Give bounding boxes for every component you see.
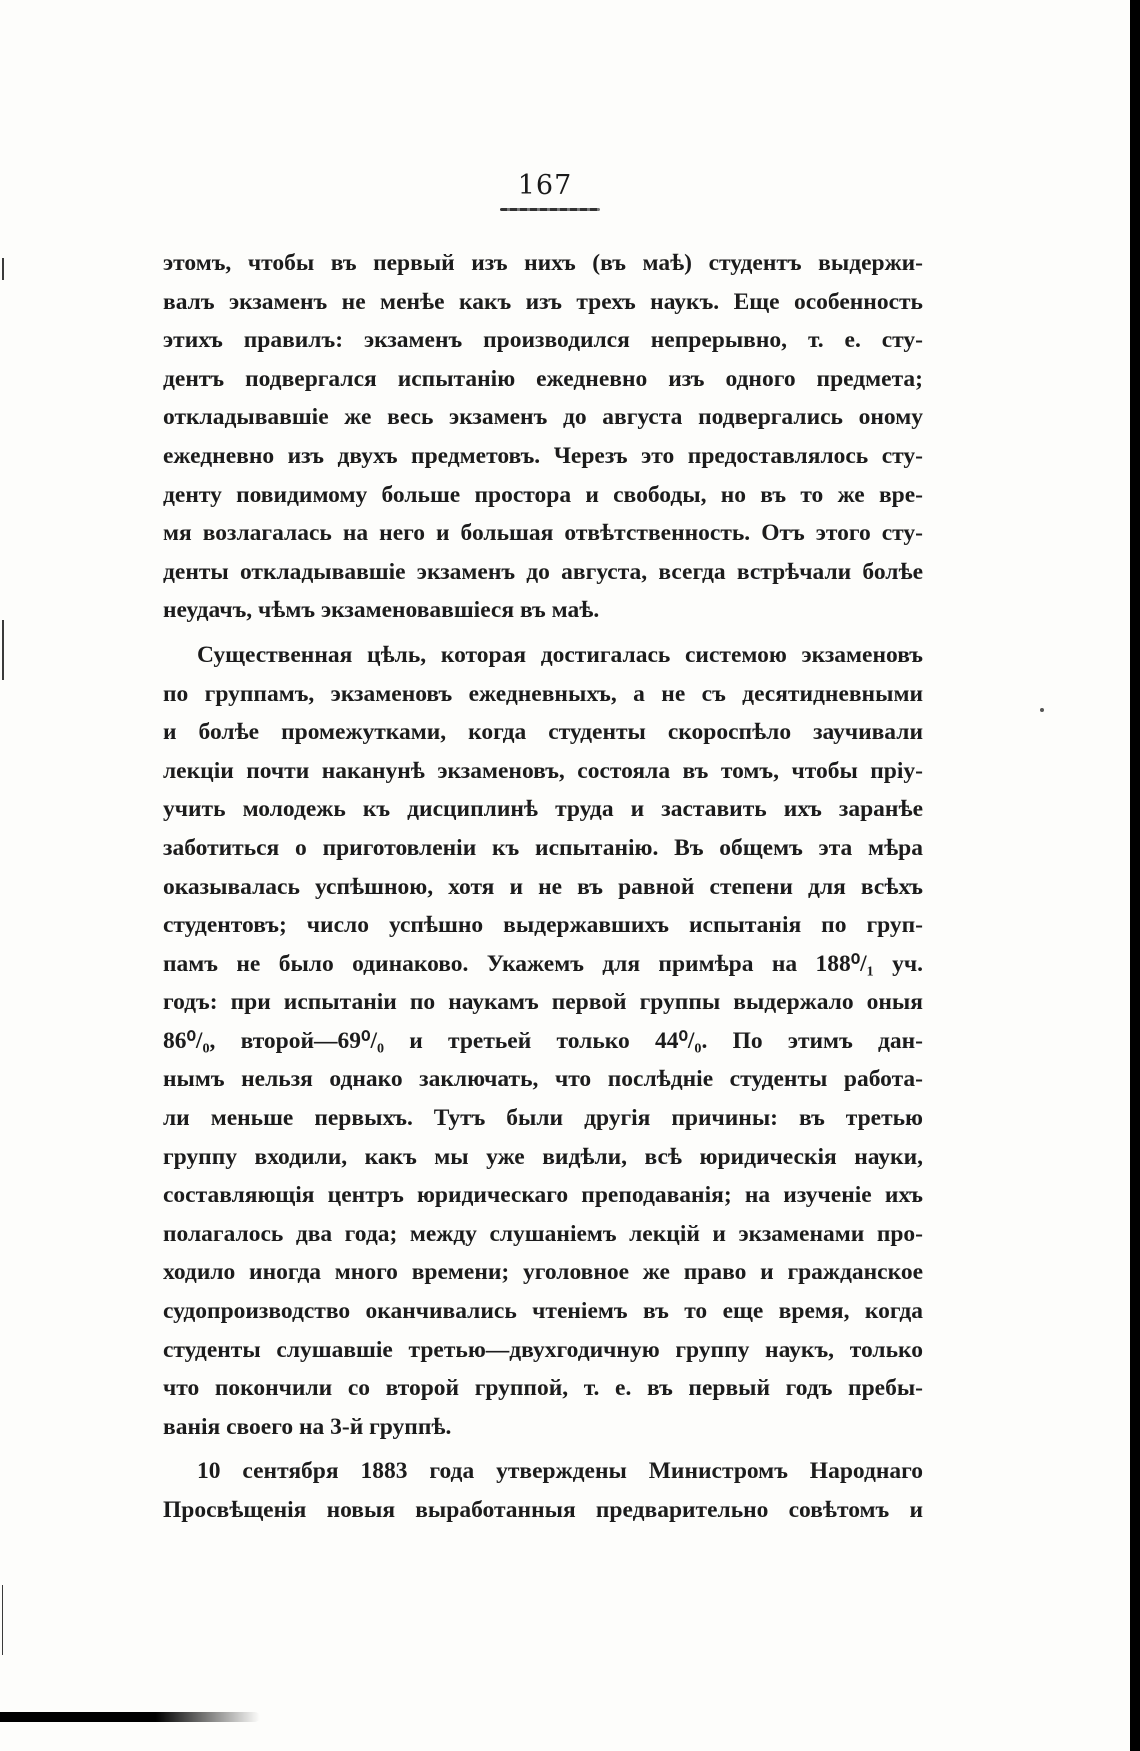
scan-speck — [1040, 708, 1044, 712]
text-line: лекціи почти наканунѣ экзаменовъ, состояла въ томъ, чтобы пріу- — [163, 757, 923, 784]
text-line: валъ экзаменъ не менѣе какъ изъ трехъ наукъ. Еще особенность — [163, 288, 923, 315]
text-line: памъ не было одинаково. Укажемъ для примѣра на 188⁰/₁ уч. — [163, 950, 923, 977]
text-line: ванія своего на 3-й группѣ. — [163, 1413, 452, 1440]
text-line: заботиться о приготовленіи къ испытанію. Въ общемъ эта мѣра — [163, 834, 923, 861]
scan-edge-shadow — [1130, 0, 1140, 1751]
text-line: этихъ правилъ: экзаменъ производился непрерывно, т. е. сту- — [163, 327, 923, 354]
text-line: неудачъ, чѣмъ экзаменовавшіеся въ маѣ. — [163, 597, 600, 624]
text-line: ли меньше первыхъ. Тутъ были другія причины: въ третью — [163, 1105, 923, 1132]
text-line: полагалось два года; между слушаніемъ лекцій и экзаменами про- — [163, 1220, 923, 1247]
text-line: составляющія центръ юридическаго преподаванія; на изученіе ихъ — [163, 1182, 923, 1209]
text-line: судопроизводство оканчивались чтеніемъ въ то еще время, когда — [163, 1298, 923, 1325]
scan-margin-mark — [2, 258, 4, 280]
text-line: дентъ подвергался испытанію ежедневно изъ одного предмета; — [163, 365, 923, 392]
text-line: ходило иногда много времени; уголовное же право и гражданское — [163, 1259, 923, 1286]
text-line: денты откладывавшіе экзаменъ до августа, всегда встрѣчали болѣе — [163, 558, 923, 585]
text-line: ежедневно изъ двухъ предметовъ. Черезъ это предоставлялось сту- — [163, 442, 923, 469]
text-line: студентовъ; число успѣшно выдержавшихъ испытанія по груп- — [163, 912, 923, 939]
text-line: мя возлагалась на него и большая отвѣтственность. Отъ этого сту- — [163, 520, 923, 547]
scan-margin-mark — [2, 620, 4, 680]
page-number: 167 — [517, 170, 573, 201]
text-line: группу входили, какъ мы уже видѣли, всѣ юридическія науки, — [163, 1143, 923, 1170]
text-line: что покончили со второй группой, т. е. въ первый годъ пребы- — [163, 1375, 923, 1402]
text-line: нымъ нельзя однако заключать, что послѣдніе студенты работа- — [163, 1066, 923, 1093]
text-line: 10 сентября 1883 года утверждены Министромъ Народнаго — [197, 1458, 923, 1485]
body-text — [163, 244, 923, 1530]
scan-bottom-smear — [0, 1712, 260, 1722]
text-line: 86⁰/₀, второй—69⁰/₀ и третьей только 44⁰/₀. По этимъ дан- — [163, 1027, 923, 1054]
text-line: студенты слушавшіе третью—двухгодичную группу наукъ, только — [163, 1336, 923, 1363]
text-line: оказывалась успѣшною, хотя и не въ равной степени для всѣхъ — [163, 873, 923, 900]
text-line: по группамъ, экзаменовъ ежедневныхъ, а не съ десятидневными — [163, 680, 923, 707]
text-line: годъ: при испытаніи по наукамъ первой группы выдержало оныя — [163, 989, 923, 1016]
text-line: Существенная цѣль, которая достигалась системою экзаменовъ — [197, 641, 923, 668]
scan-margin-mark — [2, 1585, 3, 1655]
text-line: Просвѣщенія новыя выработанныя предварительно совѣтомъ и — [163, 1497, 923, 1523]
text-line: и болѣе промежутками, когда студенты скороспѣло заучивали — [163, 719, 923, 746]
text-line: учить молодежь къ дисциплинѣ труда и заставить ихъ заранѣе — [163, 796, 923, 823]
text-line: денту повидимому больше простора и свободы, но въ то же вре- — [163, 481, 923, 508]
text-line: этомъ, чтобы въ первый изъ нихъ (въ маѣ) студентъ выдержи- — [163, 250, 923, 276]
page-number-underline — [500, 208, 600, 211]
text-line: откладывавшіе же весь экзаменъ до августа подвергались оному — [163, 404, 923, 431]
